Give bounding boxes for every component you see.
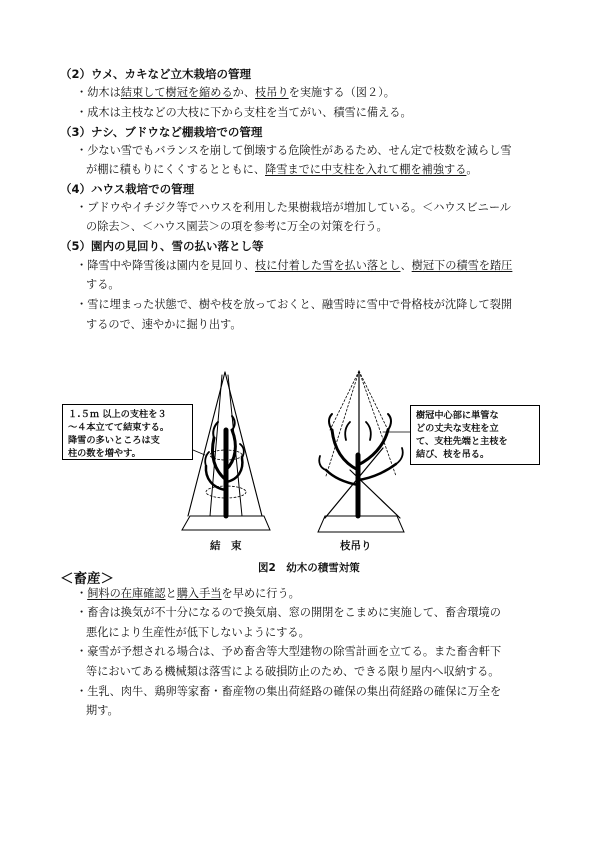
figure-label-tying: 結 束 [210,540,242,552]
figure-label-suspension: 枝吊り [340,540,372,552]
callout-box-tying: １.５ｍ 以上の支柱を３ ～４本立てて結束する。 降雪の多いところは支 柱の数を増やす。 [62,404,193,460]
underlined-text: 降雪までに中支柱を入れて棚を補強する [265,163,467,176]
section-heading-2: （2）ウメ、カキなど立木栽培の管理 [60,67,251,81]
ground-mound [318,516,404,532]
underlined-text: 購入手当 [176,587,222,600]
underlined-text: 飼料の在庫確認 [87,587,166,600]
paragraph-sec2-1: ・幼木は結束して樹冠を縮めるか、枝吊りを実施する（図２）。 [76,86,395,99]
paragraph-livestock-4-cont: 期す。 [86,704,119,717]
underlined-text: 枝に付着した雪を払い落とし [255,259,401,272]
suspended-tree-illustration [318,371,410,532]
paragraph-livestock-1: ・飼料の在庫確認と購入手当を早めに行う。 [76,587,300,600]
paragraph-livestock-3-cont: 等においてある機械類は落雪による破損防止のため、できる限り屋内へ収納する。 [86,665,500,678]
callout-box-suspension: 樹冠中心部に単管な どの丈夫な支柱を立 て、支柱先端と主枝を 結び、枝を吊る。 [410,405,540,465]
paragraph-sec3-1: ・少ない雪でもバランスを崩して倒壊する危険性があるため、せん定で枝数を減らし雪 [76,144,512,157]
paragraph-sec4-1: ・ブドウやイチジク等でハウスを利用した果樹栽培が増加している。＜ハウスビニール [76,201,511,214]
section-heading-3: （3）ナシ、ブドウなど棚栽培での管理 [60,125,263,139]
paragraph-sec4-2: の除去＞、＜ハウス園芸＞の項を参考に万全の対策を行う。 [86,220,388,233]
paragraph-sec3-2: が棚に積もりにくくするとともに、降雪までに中支柱を入れて棚を補強する。 [86,163,478,176]
underlined-text: 樹冠下の積雪を踏圧 [411,259,513,272]
paragraph-sec5-4: するので、速やかに掘り出す。 [86,318,242,331]
paragraph-livestock-3: ・豪雪が予想される場合は、予め畜舎等大型建物の除雪計画を立てる。また畜舎軒下 [76,645,502,658]
tied-tree-illustration [182,372,270,530]
paragraph-sec5-2: する。 [86,278,120,291]
paragraph-sec2-2: ・成木は主枝などの大枝に下から支柱を当てがい、積雪に備える。 [76,106,412,119]
section-heading-4: （4）ハウス栽培での管理 [60,182,195,196]
underlined-text: 枝吊り [255,86,289,99]
section-heading-5: （5）園内の見回り、雪の払い落とし等 [60,239,264,253]
paragraph-sec5-3: ・雪に埋まった状態で、樹や枝を放っておくと、融雪時に雪中で骨格枝が沈降して裂開 [76,298,513,311]
paragraph-livestock-2: ・畜舎は換気が不十分になるので換気扇、窓の開閉をこまめに実施して、畜舎環境の [76,606,501,619]
paragraph-livestock-4: ・生乳、肉牛、鶏卵等家畜・畜産物の集出荷経路の確保の集出荷経路の確保に万全を [76,685,502,698]
underlined-text: 結束して樹冠を縮める [120,86,233,99]
livestock-heading: ＜畜産＞ [60,571,114,587]
paragraph-livestock-2-cont: 悪化により生産性が低下しないようにする。 [86,626,310,639]
paragraph-sec5-1: ・降雪中や降雪後は園内を見回り、枝に付着した雪を払い落とし、樹冠下の積雪を踏圧 [76,259,513,272]
figure-caption: 図2 幼木の積雪対策 [258,562,360,574]
